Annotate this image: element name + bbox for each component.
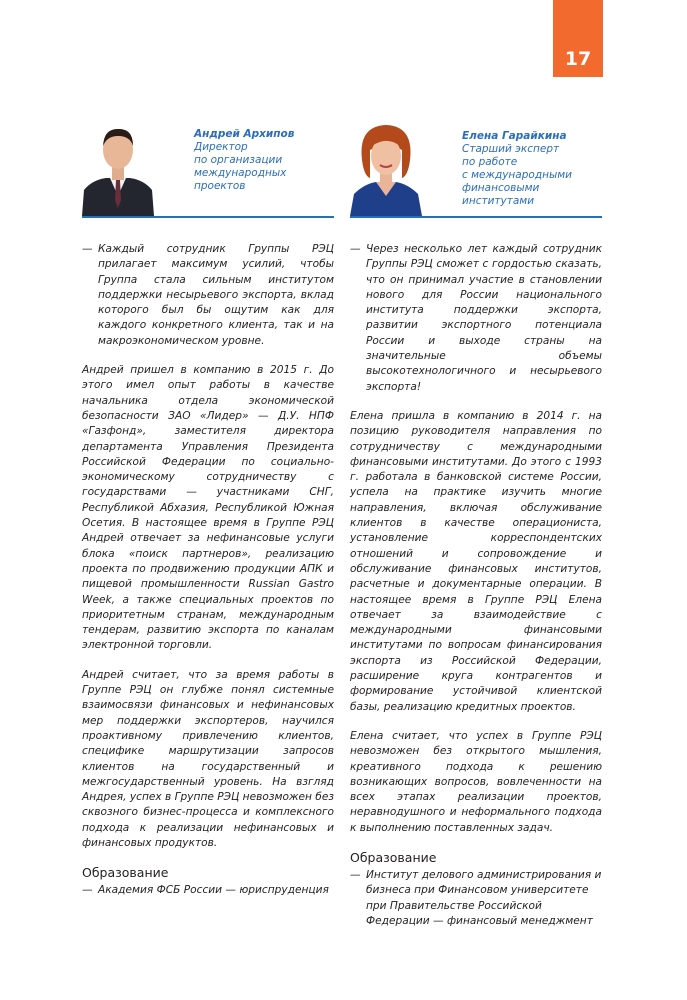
portrait-photo xyxy=(350,120,422,216)
job-title-line: финансовыми xyxy=(462,182,540,194)
bio-paragraph: Елена пришла в компанию в 2014 г. на позицию руководителя направления по сотрудничеству с международными финансовыми институтами. До этого с 1993 г. работала в банковской системе России, успела на практике изучить многие направления, включая обслуживание клиентов в качестве операциониста, установление корреспондентских отношений и сопровождение и обслуживание финансовых институтов, расчетные и документарные операции. В настоящее время в Группе РЭЦ Елена отвечает за взаимодействие с международными финансовыми институтами по вопросам финансирования экспорта из Российской Федерации, расширение круга контрагентов и формирование устойчивой клиентской базы, реализацию кредитных проектов. xyxy=(350,409,602,713)
quote xyxy=(350,242,602,395)
person-name: Андрей Архипов xyxy=(194,128,295,140)
profile-name-block xyxy=(194,128,294,193)
profile-header xyxy=(350,100,602,218)
job-title-line: международных xyxy=(194,167,287,179)
profile-header xyxy=(82,100,334,218)
profile-column-left xyxy=(82,100,334,899)
job-title-line: институтами xyxy=(462,195,535,207)
education-text: Институт делового администрирования и бизнеса при Финансовом университете при Правительстве Российской Федерации — финансовый менеджмент xyxy=(366,868,602,927)
education-dash: — xyxy=(82,884,93,897)
quote-dash: — xyxy=(82,243,93,255)
profile-column-right xyxy=(350,100,602,929)
bio-paragraph: Андрей считает, что за время работы в Группе РЭЦ он глубже понял системные взаимосвязи финансовых и нефинансовых мер поддержки экспортеров, научился проактивному привлечению клиентов, специфике маршрутизации запросов клиентов на государственный и межгосударственный уровень. На взгляд Андрея, успех в Группе РЭЦ невозможен без сквозного бизнес-процесса и комплексного подхода к реализации нефинансовых и финансовых продуктов. xyxy=(82,668,334,849)
quote xyxy=(82,242,334,349)
education-heading: Образование xyxy=(350,849,437,865)
bio-paragraph: Елена считает, что успех в Группе РЭЦ невозможен без открытого мышления, креативного подхода к решению возникающих вопросов, вовлеченности на всех этапах реализации проектов, неравнодушного и неформального подхода к выполнению поставленных задач. xyxy=(350,729,602,834)
education-dash: — xyxy=(350,868,361,881)
portrait-photo xyxy=(82,120,154,216)
quote-dash: — xyxy=(350,243,361,255)
education-item xyxy=(82,883,334,898)
person-name: Елена Гарайкина xyxy=(462,130,567,142)
bio-paragraph: Андрей пришел в компанию в 2015 г. До этого имел опыт работы в качестве начальника отдела экономической безопасности ЗАО «Лидер» — Д.У. НПФ «Газфонд», заместителя директора департамента Управления Президента Российской Федерации по социально-экономическому сотрудничеству с государствами — участниками СНГ, Республикой Абхазия, Республикой Южная Осетия. В настоящее время в Группе РЭЦ Андрей отвечает за нефинансовые услуги блока «поиск партнеров», реализацию проекта по продвижению продукции АПК и пищевой промышленности Russian Gastro Week, а также специальных проектов по приоритетным странам, международным тендерам, развитию экспорта по каналам электронной торговли. xyxy=(82,364,334,652)
job-title-line: по организации xyxy=(194,154,283,166)
job-title-line: Директор xyxy=(194,141,248,153)
page-number: 17 xyxy=(553,0,603,77)
education-item xyxy=(350,868,602,929)
job-title-line: Старший эксперт xyxy=(462,143,560,155)
education-text: Академия ФСБ России — юриспруденция xyxy=(98,884,329,897)
quote-text: Каждый сотрудник Группы РЭЦ прилагает максимум усилий, чтобы Группа стала сильным институтом поддержки несырьевого экспорта, вклад которого был бы ощутим как для каждого конкретного клиента, так и на макроэкономическом уровне. xyxy=(98,243,334,347)
job-title-line: по работе xyxy=(462,156,518,168)
education-heading: Образование xyxy=(82,865,169,881)
quote-text: Через несколько лет каждый сотрудник Группы РЭЦ сможет с гордостью сказать, что он принимал участие в становлении нового для России национального института поддержки экспорта, развитии экспортного потенциала России и выходе страны на значительные объемы высокотехнологичного и несырьевого экспорта! xyxy=(366,243,602,393)
job-title-line: проектов xyxy=(194,180,246,192)
profile-name-block xyxy=(462,130,572,208)
job-title-line: с международными xyxy=(462,169,572,181)
